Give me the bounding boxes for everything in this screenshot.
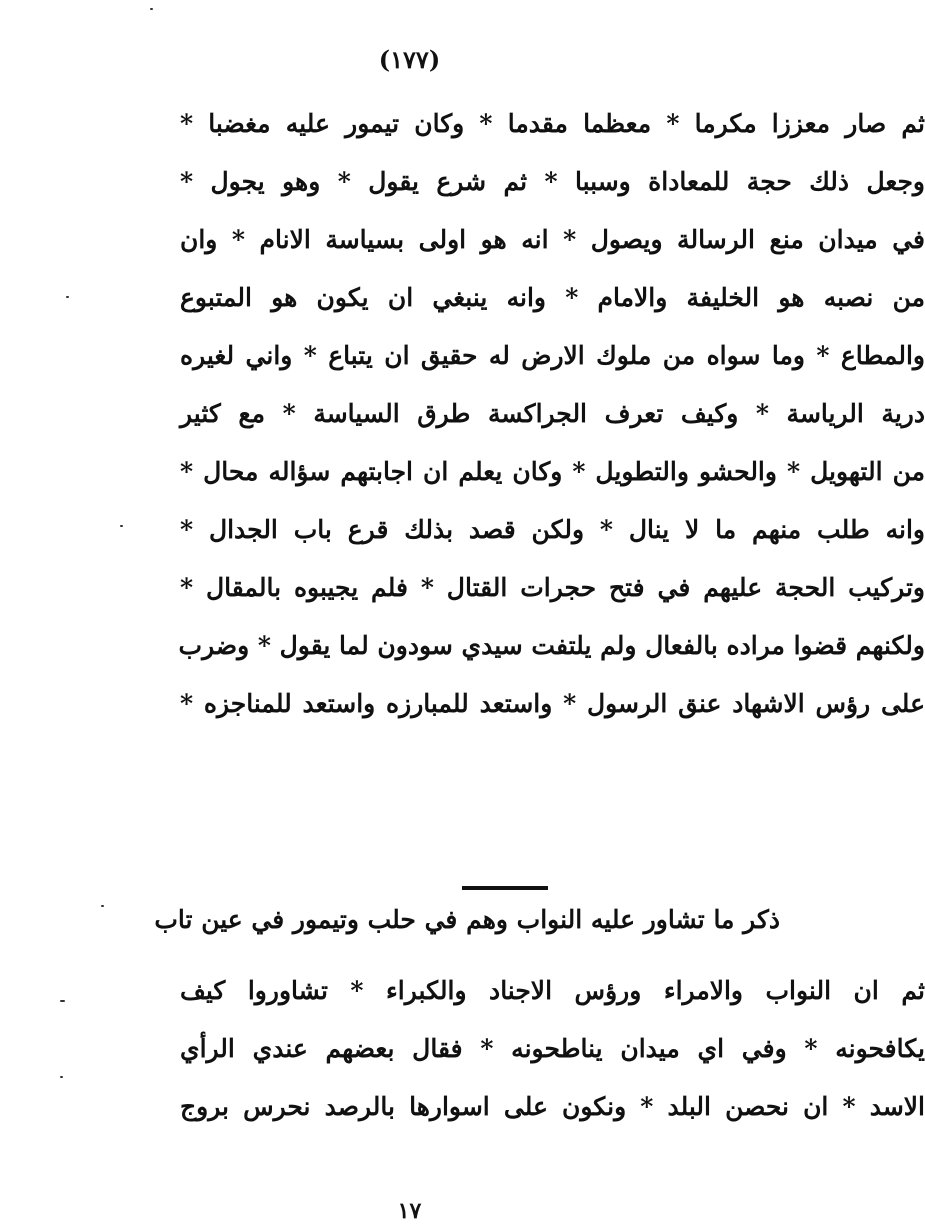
continued-text-block (180, 962, 925, 1136)
scan-speck (150, 8, 153, 10)
page-number: (۱۷۷) (378, 45, 441, 74)
text-line: الاسد * ان نحصن البلد * ونكون على اسوارها بالرصد نحرس بروج (180, 1092, 925, 1121)
folio-signature: ١٧ (397, 1198, 422, 1224)
text-line: وانه طلب منهم ما لا ينال * ولكن قصد بذلك قرع باب الجدال * (180, 515, 925, 544)
text-line: ثم صار معززا مكرما * معظما مقدما * وكان تيمور عليه مغضبا * (180, 109, 925, 138)
text-line: ولكنهم قضوا مراده بالفعال ولم يلتفت سيدي سودون لما يقول * وضرب (178, 631, 925, 660)
scan-speck (60, 1076, 63, 1078)
text-line: وجعل ذلك حجة للمعاداة وسببا * ثم شرع يقول * وهو يجول * (180, 167, 925, 196)
text-line: من التهويل * والحشو والتطويل * وكان يعلم ان اجابتهم سؤاله محال * (180, 457, 925, 486)
text-line: يكافحونه * وفي اي ميدان يناطحونه * فقال بعضهم عندي الرأي (180, 1034, 925, 1063)
scan-speck (101, 905, 104, 907)
scan-speck (60, 1000, 65, 1002)
text-line: على رؤس الاشهاد عنق الرسول * واستعد للمبارزه واستعد للمناجزه * (180, 689, 925, 718)
main-text-block (180, 95, 925, 733)
text-line: والمطاع * وما سواه من ملوك الارض له حقيق ان يتباع * واني لغيره (180, 341, 925, 370)
heading-rule (462, 886, 548, 890)
text-line: درية الرياسة * وكيف تعرف الجراكسة طرق السياسة * مع كثير (180, 399, 925, 428)
section-heading: ذكر ما تشاور عليه النواب وهم في حلب وتيمور في عين تاب (154, 905, 780, 934)
text-line: ثم ان النواب والامراء ورؤس الاجناد والكبراء * تشاوروا كيف (180, 976, 925, 1005)
scan-speck (66, 296, 69, 298)
text-line: وتركيب الحجة عليهم في فتح حجرات القتال * فلم يجيبوه بالمقال * (180, 573, 925, 602)
text-line: من نصبه هو الخليفة والامام * وانه ينبغي ان يكون هو المتبوع (180, 283, 925, 312)
text-line: في ميدان منع الرسالة ويصول * انه هو اولى بسياسة الانام * وان (180, 225, 925, 254)
scan-speck (120, 525, 123, 527)
